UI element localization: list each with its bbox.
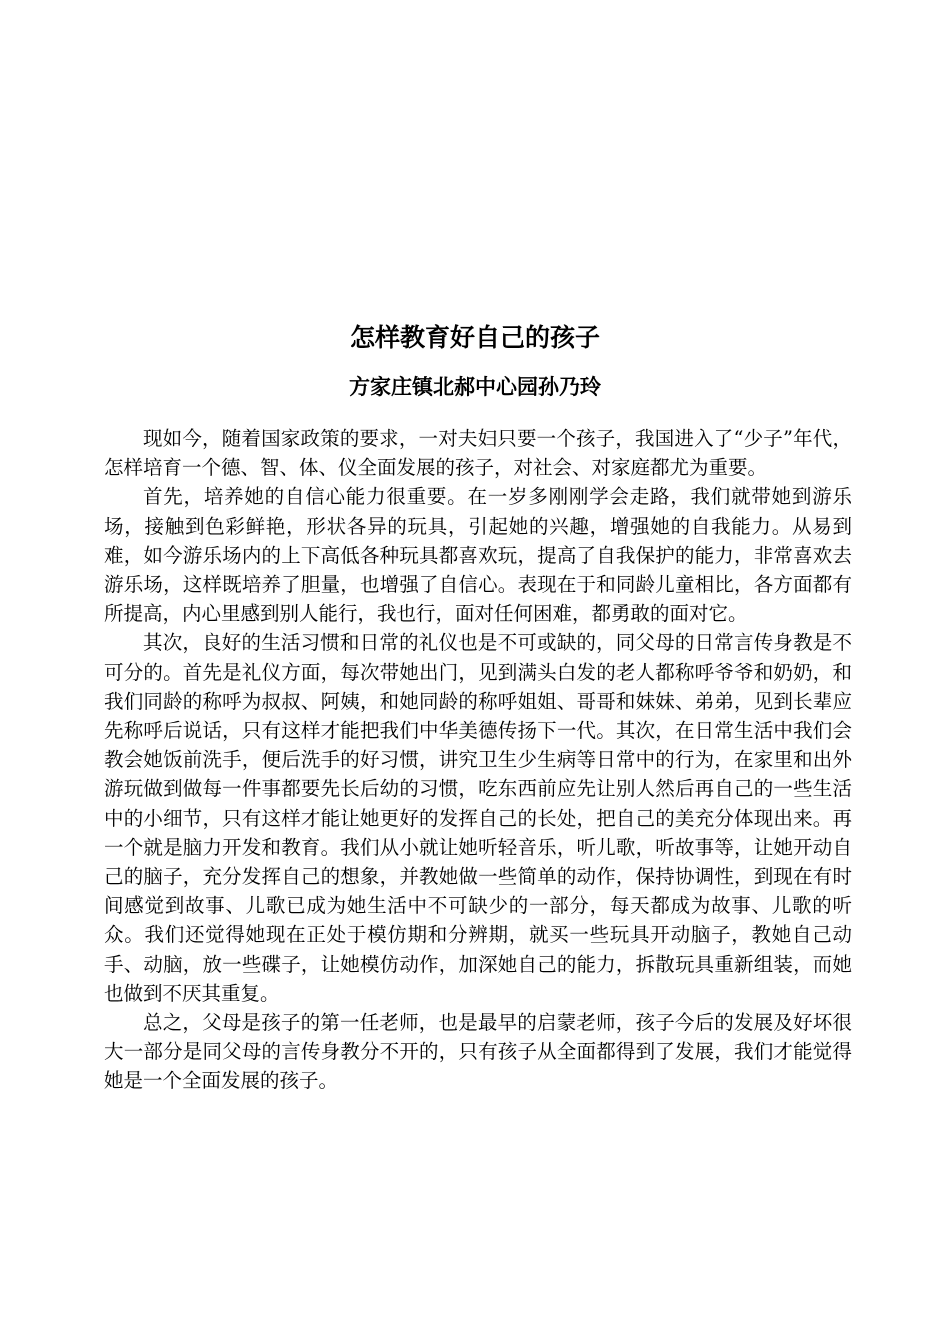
- document-body: [104, 424, 852, 1096]
- document-title: 怎样教育好自己的孩子: [349, 323, 600, 352]
- paragraph-habits-etiquette: 其次，良好的生活习惯和日常的礼仪也是不可或缺的，同父母的日常言传身教是不可分的。首先是礼仪方面，每次带她出门，见到满头白发的老人都称呼爷爷和奶奶，和我们同龄的称呼为叔叔、阿姨，和她同龄的称呼姐姐、哥哥和妹妹、弟弟，见到长辈应先称呼后说话，只有这样才能把我们中华美德传扬下一代。其次，在日常生活中我们会教会她饭前洗手，便后洗手的好习惯，讲究卫生少生病等日常中的行为，在家里和出外游玩做到做每一件事都要先长后幼的习惯，吃东西前应先让别人然后再自己的一些生活中的小细节，只有这样才能让她更好的发挥自己的长处，把自己的美充分体现出来。再一个就是脑力开发和教育。我们从小就让她听轻音乐，听儿歌，听故事等，让她开动自己的脑子，充分发挥自己的想象，并教她做一些简单的动作，保持协调性，到现在有时间感觉到故事、儿歌已成为她生活中不可缺少的一部分，每天都成为故事、儿歌的听众。我们还觉得她现在正处于模仿期和分辨期，就买一些玩具开动脑子，教她自己动手、动脑，放一些碟子，让她模仿动作，加深她自己的能力，拆散玩具重新组装，而她也做到不厌其重复。: [104, 631, 852, 1005]
- paragraph-conclusion: 总之，父母是孩子的第一任老师，也是最早的启蒙老师，孩子今后的发展及好坏很大一部分是同父母的言传身教分不开的，只有孩子从全面都得到了发展，我们才能觉得她是一个全面发展的孩子。: [104, 1011, 852, 1093]
- document-author: 方家庄镇北郝中心园孙乃玲: [349, 375, 601, 399]
- paragraph-confidence: 首先，培养她的自信心能力很重要。在一岁多刚刚学会走路，我们就带她到游乐场，接触到色彩鲜艳，形状各异的玩具，引起她的兴趣，增强她的自我能力。从易到难，如今游乐场内的上下高低各种玩具都喜欢玩，提高了自我保护的能力，非常喜欢去游乐场，这样既培养了胆量，也增强了自信心。表现在于和同龄儿童相比，各方面都有所提高，内心里感到别人能行，我也行，面对任何困难，都勇敢的面对它。: [104, 485, 852, 626]
- paragraph-intro: 现如今，随着国家政策的要求，一对夫妇只要一个孩子，我国进入了“少子”年代，怎样培育一个德、智、体、仪全面发展的孩子，对社会、对家庭都尤为重要。: [104, 427, 852, 480]
